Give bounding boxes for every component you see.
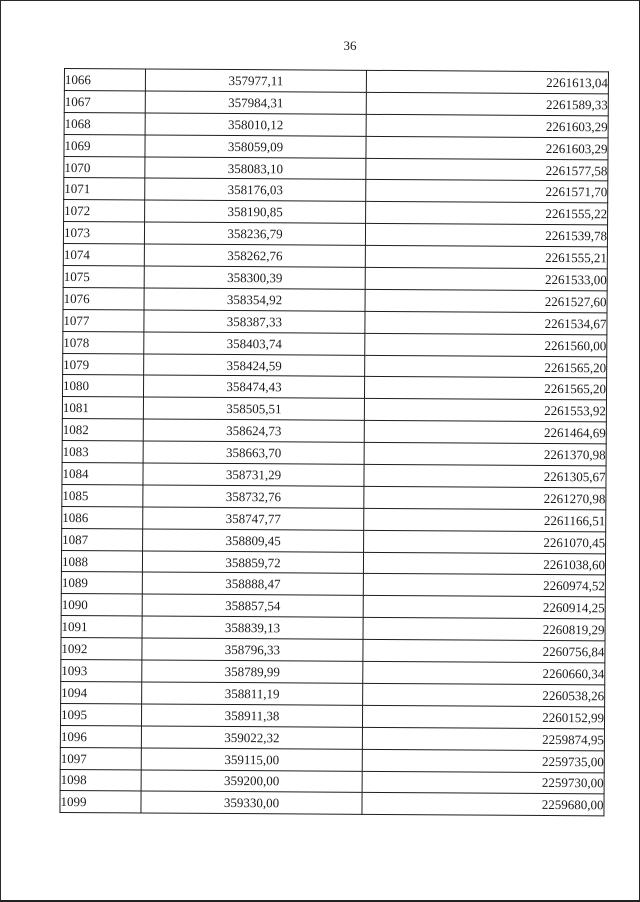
x-coordinate-cell: 359330,00 — [141, 791, 362, 814]
x-coordinate-cell: 358474,43 — [143, 375, 364, 398]
point-number-cell: 1072 — [64, 200, 145, 222]
x-coordinate-cell: 358859,72 — [142, 551, 363, 574]
point-number-cell: 1090 — [61, 594, 142, 616]
point-number-cell: 1071 — [64, 178, 145, 200]
x-coordinate-cell: 358262,76 — [144, 244, 365, 267]
point-number-cell: 1070 — [64, 156, 145, 178]
point-number-cell: 1077 — [63, 309, 144, 331]
y-coordinate-cell: 2261464,69 — [364, 421, 606, 444]
point-number-cell: 1084 — [62, 463, 143, 485]
x-coordinate-cell: 358300,39 — [144, 266, 365, 289]
point-number-cell: 1092 — [61, 638, 142, 660]
y-coordinate-cell: 2261603,29 — [366, 114, 608, 137]
x-coordinate-cell: 359200,00 — [141, 769, 362, 792]
x-coordinate-cell: 359115,00 — [141, 748, 362, 771]
point-number-cell: 1066 — [64, 69, 145, 91]
x-coordinate-cell: 358789,99 — [142, 660, 363, 683]
y-coordinate-cell: 2261577,58 — [366, 158, 608, 181]
x-coordinate-cell: 358732,76 — [143, 485, 364, 508]
point-number-cell: 1075 — [63, 266, 144, 288]
point-number-cell: 1080 — [62, 375, 143, 397]
coordinates-table — [59, 68, 609, 817]
point-number-cell: 1095 — [60, 703, 141, 725]
x-coordinate-cell: 357984,31 — [145, 91, 366, 114]
y-coordinate-cell: 2261370,98 — [364, 442, 606, 465]
x-coordinate-cell: 358731,29 — [143, 463, 364, 486]
x-coordinate-cell: 358839,13 — [142, 616, 363, 639]
x-coordinate-cell: 358888,47 — [142, 572, 363, 595]
point-number-cell: 1091 — [61, 616, 142, 638]
x-coordinate-cell: 358857,54 — [142, 594, 363, 617]
x-coordinate-cell: 358796,33 — [142, 638, 363, 661]
y-coordinate-cell: 2259730,00 — [362, 771, 604, 794]
point-number-cell: 1085 — [62, 484, 143, 506]
y-coordinate-cell: 2259680,00 — [362, 793, 604, 816]
table-row — [60, 791, 604, 816]
y-coordinate-cell: 2261305,67 — [364, 464, 606, 487]
y-coordinate-cell: 2261555,21 — [365, 245, 607, 268]
x-coordinate-cell: 357977,11 — [145, 69, 366, 92]
x-coordinate-cell: 358505,51 — [143, 397, 364, 420]
y-coordinate-cell: 2261613,04 — [366, 70, 608, 93]
point-number-cell: 1087 — [62, 528, 143, 550]
point-number-cell: 1067 — [64, 90, 145, 112]
y-coordinate-cell: 2261553,92 — [364, 399, 606, 422]
y-coordinate-cell: 2261038,60 — [363, 552, 605, 575]
point-number-cell: 1097 — [60, 747, 141, 769]
x-coordinate-cell: 358811,19 — [142, 682, 363, 705]
point-number-cell: 1086 — [62, 506, 143, 528]
x-coordinate-cell: 358663,70 — [143, 441, 364, 464]
y-coordinate-cell: 2261560,00 — [365, 333, 607, 356]
y-coordinate-cell: 2261070,45 — [364, 530, 606, 553]
point-number-cell: 1083 — [62, 441, 143, 463]
point-number-cell: 1069 — [64, 134, 145, 156]
x-coordinate-cell: 358747,77 — [143, 507, 364, 530]
y-coordinate-cell: 2260974,52 — [363, 574, 605, 597]
y-coordinate-cell: 2261534,67 — [365, 311, 607, 334]
y-coordinate-cell: 2260660,34 — [363, 661, 605, 684]
point-number-cell: 1078 — [63, 331, 144, 353]
x-coordinate-cell: 358424,59 — [144, 354, 365, 377]
y-coordinate-cell: 2261565,20 — [365, 355, 607, 378]
point-number-cell: 1079 — [63, 353, 144, 375]
y-coordinate-cell: 2259874,95 — [362, 727, 604, 750]
x-coordinate-cell: 358387,33 — [144, 310, 365, 333]
point-number-cell: 1093 — [61, 660, 142, 682]
x-coordinate-cell: 358176,03 — [145, 178, 366, 201]
y-coordinate-cell: 2261589,33 — [366, 92, 608, 115]
x-coordinate-cell: 358236,79 — [144, 222, 365, 245]
point-number-cell: 1088 — [61, 550, 142, 572]
point-number-cell: 1098 — [60, 769, 141, 791]
y-coordinate-cell: 2259735,00 — [362, 749, 604, 772]
y-coordinate-cell: 2261533,00 — [365, 267, 607, 290]
x-coordinate-cell: 358809,45 — [143, 529, 364, 552]
point-number-cell: 1089 — [61, 572, 142, 594]
point-number-cell: 1076 — [63, 287, 144, 309]
y-coordinate-cell: 2260538,26 — [363, 683, 605, 706]
x-coordinate-cell: 358010,12 — [145, 113, 366, 136]
x-coordinate-cell: 358624,73 — [143, 419, 364, 442]
y-coordinate-cell: 2260152,99 — [362, 705, 604, 728]
y-coordinate-cell: 2261565,20 — [364, 377, 606, 400]
y-coordinate-cell: 2261555,22 — [366, 202, 608, 225]
point-number-cell: 1081 — [62, 397, 143, 419]
coordinates-table-body — [60, 69, 609, 817]
x-coordinate-cell: 358190,85 — [145, 200, 366, 223]
point-number-cell: 1094 — [61, 681, 142, 703]
y-coordinate-cell: 2261539,78 — [365, 224, 607, 247]
x-coordinate-cell: 358403,74 — [144, 332, 365, 355]
point-number-cell: 1073 — [63, 222, 144, 244]
x-coordinate-cell: 358059,09 — [145, 135, 366, 158]
page-number: 36 — [343, 38, 357, 53]
x-coordinate-cell: 359022,32 — [141, 726, 362, 749]
y-coordinate-cell: 2261527,60 — [365, 289, 607, 312]
point-number-cell: 1074 — [63, 244, 144, 266]
x-coordinate-cell: 358911,38 — [141, 704, 362, 727]
x-coordinate-cell: 358083,10 — [145, 157, 366, 180]
y-coordinate-cell: 2260914,25 — [363, 596, 605, 619]
y-coordinate-cell: 2261571,70 — [366, 180, 608, 203]
point-number-cell: 1068 — [64, 112, 145, 134]
y-coordinate-cell: 2261270,98 — [364, 486, 606, 509]
point-number-cell: 1082 — [62, 419, 143, 441]
y-coordinate-cell: 2260819,29 — [363, 618, 605, 641]
point-number-cell: 1099 — [60, 791, 141, 813]
y-coordinate-cell: 2261603,29 — [366, 136, 608, 159]
y-coordinate-cell: 2260756,84 — [363, 639, 605, 662]
y-coordinate-cell: 2261166,51 — [364, 508, 606, 531]
point-number-cell: 1096 — [60, 725, 141, 747]
x-coordinate-cell: 358354,92 — [144, 288, 365, 311]
